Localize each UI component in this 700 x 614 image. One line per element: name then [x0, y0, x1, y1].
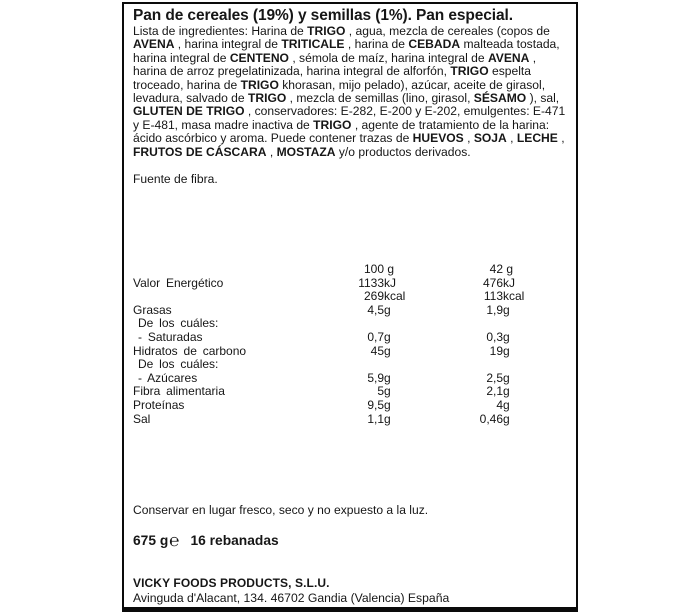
slice-count: 16 rebanadas: [190, 532, 279, 548]
nutrient-unit: g: [384, 411, 391, 426]
nutrition-row: [124, 371, 576, 385]
nutrient-value: 4: [496, 397, 503, 412]
nutrient-value: 5: [377, 384, 384, 399]
nutrient-value: 0,7: [367, 329, 384, 344]
ingredients-line: Lista de ingredientes: Harina de TRIGO , agua, mezcla de cereales (copos de: [133, 24, 550, 38]
nutrient-unit: g: [503, 384, 510, 399]
nutrient-value: 113: [483, 289, 503, 304]
nutrient-label: Valor Energético: [133, 275, 224, 290]
nutrient-label: De los cuáles:: [138, 316, 219, 331]
ingredients-line: y E-481, masa madre inactiva de TRIGO , agente de tratamiento de la harina:: [133, 117, 550, 132]
nutrient-unit: kJ: [384, 275, 396, 290]
nutrition-row: [124, 262, 576, 276]
nutrient-unit: g: [503, 343, 510, 358]
ingredients-line: harina de arroz pregelatinizada, harina integral de alforfón, TRIGO espelta: [133, 64, 531, 79]
nutrient-label: Sal: [133, 411, 151, 426]
ingredients-text: [133, 24, 566, 159]
ingredients-line: harina integral de CENTENO , sémola de maíz, harina integral de AVENA ,: [133, 50, 537, 65]
nutrient-value: 19: [489, 343, 503, 358]
nutrient-value: 0,3: [486, 329, 503, 344]
nutrition-table: [124, 262, 576, 425]
nutrient-value: 269: [363, 289, 384, 304]
nutrient-label: De los cuáles:: [138, 357, 219, 372]
nutrient-value: 476: [482, 275, 503, 290]
nutrient-value: 2,1: [486, 384, 503, 399]
ingredients-line: GLUTEN DE TRIGO , conservadores: E-282, E-200 y E-202, emulgentes: E-471: [133, 104, 566, 119]
nutrient-unit: g: [384, 302, 391, 317]
ingredients-line: levadura, salvado de TRIGO , mezcla de semillas (lino, girasol, SÉSAMO ), sal,: [133, 91, 560, 106]
nutrient-unit: kcal: [384, 289, 406, 304]
nutrient-value: 1,9: [486, 302, 503, 317]
nutrient-unit: g: [384, 343, 391, 358]
nutrient-label: - Saturadas: [138, 329, 203, 344]
nutrient-unit: g: [384, 397, 391, 412]
nutrient-unit: g: [503, 329, 510, 344]
nutrient-unit: kcal: [503, 289, 525, 304]
nutrient-value: 42: [489, 262, 503, 276]
nutrient-label: Proteínas: [133, 397, 185, 412]
nutrient-label: - Azúcares: [138, 370, 198, 385]
nutrient-unit: g: [384, 384, 391, 399]
nutrient-unit: g: [384, 329, 391, 344]
nutrition-row: [124, 398, 576, 412]
nutrition-row: [124, 289, 576, 303]
company-address: Avinguda d'Alacant, 134. 46702 Gandia (Valencia) España: [133, 591, 450, 605]
net-weight-line: [133, 531, 279, 549]
nutrient-unit: g: [503, 411, 510, 426]
nutrition-row: [124, 344, 576, 358]
estimated-sign-icon: ℮: [169, 530, 180, 550]
nutrient-value: 1133: [358, 275, 384, 290]
nutrient-value: 0,46: [479, 411, 503, 426]
nutrient-value: 2,5: [486, 370, 503, 385]
nutrient-label: Hidratos de carbono: [133, 343, 247, 358]
nutrition-row: [124, 276, 576, 290]
company-name: VICKY FOODS PRODUCTS, S.L.U.: [133, 576, 330, 590]
nutrient-label: Grasas: [133, 302, 172, 317]
nutrition-row: [124, 384, 576, 398]
nutrient-unit: g: [503, 397, 510, 412]
product-title: Pan de cereales (19%) y semillas (1%). Pan especial.: [133, 7, 513, 24]
nutrient-unit: g: [384, 370, 391, 385]
nutrient-unit: kJ: [503, 275, 515, 290]
storage-instructions: Conservar en lugar fresco, seco y no expuesto a la luz.: [133, 503, 429, 517]
nutrition-row: [124, 412, 576, 426]
net-weight: 675 g: [133, 532, 169, 548]
ingredients-line: AVENA , harina integral de TRITICALE , harina de CEBADA malteada tostada,: [133, 37, 560, 52]
nutrition-row: [124, 330, 576, 344]
nutrient-value: 4,5: [367, 302, 384, 317]
ingredients-line: ácido ascórbico y aroma. Puede contener trazas de HUEVOS , SOJA , LECHE ,: [133, 131, 565, 146]
nutrient-unit: g: [503, 370, 510, 385]
ingredients-line: troceado, harina de TRIGO khorasan, mijo pelado), azúcar, aceite de girasol,: [133, 77, 546, 92]
nutrient-unit: g: [503, 262, 514, 276]
nutrient-value: 45: [370, 343, 384, 358]
nutrient-value: 9,5: [367, 397, 384, 412]
nutrient-value: 1,1: [367, 411, 384, 426]
nutrient-unit: g: [503, 302, 510, 317]
nutrient-label: Fibra alimentaria: [133, 384, 225, 399]
nutrition-row: [124, 303, 576, 317]
nutrient-value: 100: [363, 262, 384, 276]
nutrient-unit: g: [384, 262, 395, 276]
nutrition-row: [124, 316, 576, 330]
nutrition-row: [124, 357, 576, 371]
product-label-box: [122, 2, 578, 612]
ingredients-line: FRUTOS DE CÁSCARA , MOSTAZA y/o productos derivados.: [133, 144, 471, 159]
nutrient-value: 5,9: [367, 370, 384, 385]
fiber-source-claim: Fuente de fibra.: [133, 172, 218, 186]
